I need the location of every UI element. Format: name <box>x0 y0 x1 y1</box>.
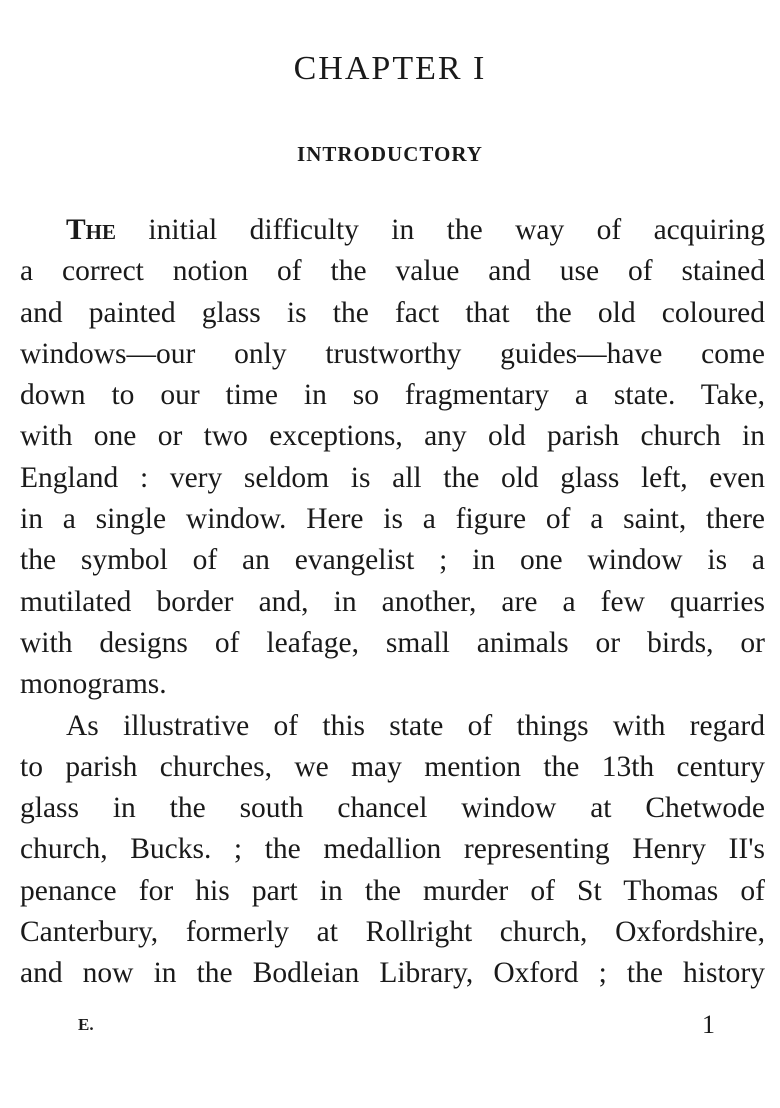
paragraph-1-line-1-text: initial difficulty in the way of acquiring <box>116 214 765 246</box>
paragraph-2-line-1: As illustrative of this state of things with regard <box>66 709 765 742</box>
paragraph-2-line-4: church, Bucks. ; the medallion representing Henry II's <box>20 833 765 866</box>
paragraph-1-line-7: England : very seldom is all the old glass left, even <box>20 461 765 494</box>
paragraph-2-line-3: glass in the south chancel window at Chetwode <box>20 792 765 825</box>
paragraph-1-line-2: a correct notion of the value and use of stained <box>20 255 765 288</box>
paragraph-1-line-3: and painted glass is the fact that the old coloured <box>20 296 765 329</box>
paragraph-1-line-11: with designs of leafage, small animals or birds, or <box>20 626 765 659</box>
page-number: 1 <box>702 1010 715 1039</box>
paragraph-1-line-5: down to our time in so fragmentary a state. Take, <box>20 379 765 412</box>
paragraph-2-line-6: Canterbury, formerly at Rollright church, Oxfordshire, <box>20 916 765 949</box>
paragraph-2-line-2: to parish churches, we may mention the 13th century <box>20 750 765 783</box>
paragraph-2-line-7: and now in the Bodleian Library, Oxford ; the history <box>20 957 765 990</box>
paragraph-1-line-8: in a single window. Here is a figure of a saint, there <box>20 503 765 536</box>
paragraph-2-line-5: penance for his part in the murder of St Thomas of <box>20 874 765 907</box>
paragraph-1-line-1 <box>20 210 765 251</box>
drop-word: The <box>66 214 117 246</box>
section-title: INTRODUCTORY <box>297 142 483 166</box>
body-text <box>20 210 765 995</box>
paragraph-1-line-9: the symbol of an evangelist ; in one window is a <box>20 544 765 577</box>
chapter-title: CHAPTER I <box>293 50 487 87</box>
paragraph-1-line-6: with one or two exceptions, any old parish church in <box>20 420 765 453</box>
paragraph-1-line-4: windows—our only trustworthy guides—have come <box>20 337 765 370</box>
paragraph-1-line-10: mutilated border and, in another, are a few quarries <box>20 585 765 618</box>
paragraph-1-line-12: monograms. <box>20 668 167 701</box>
signature-mark: E. <box>78 1015 94 1034</box>
